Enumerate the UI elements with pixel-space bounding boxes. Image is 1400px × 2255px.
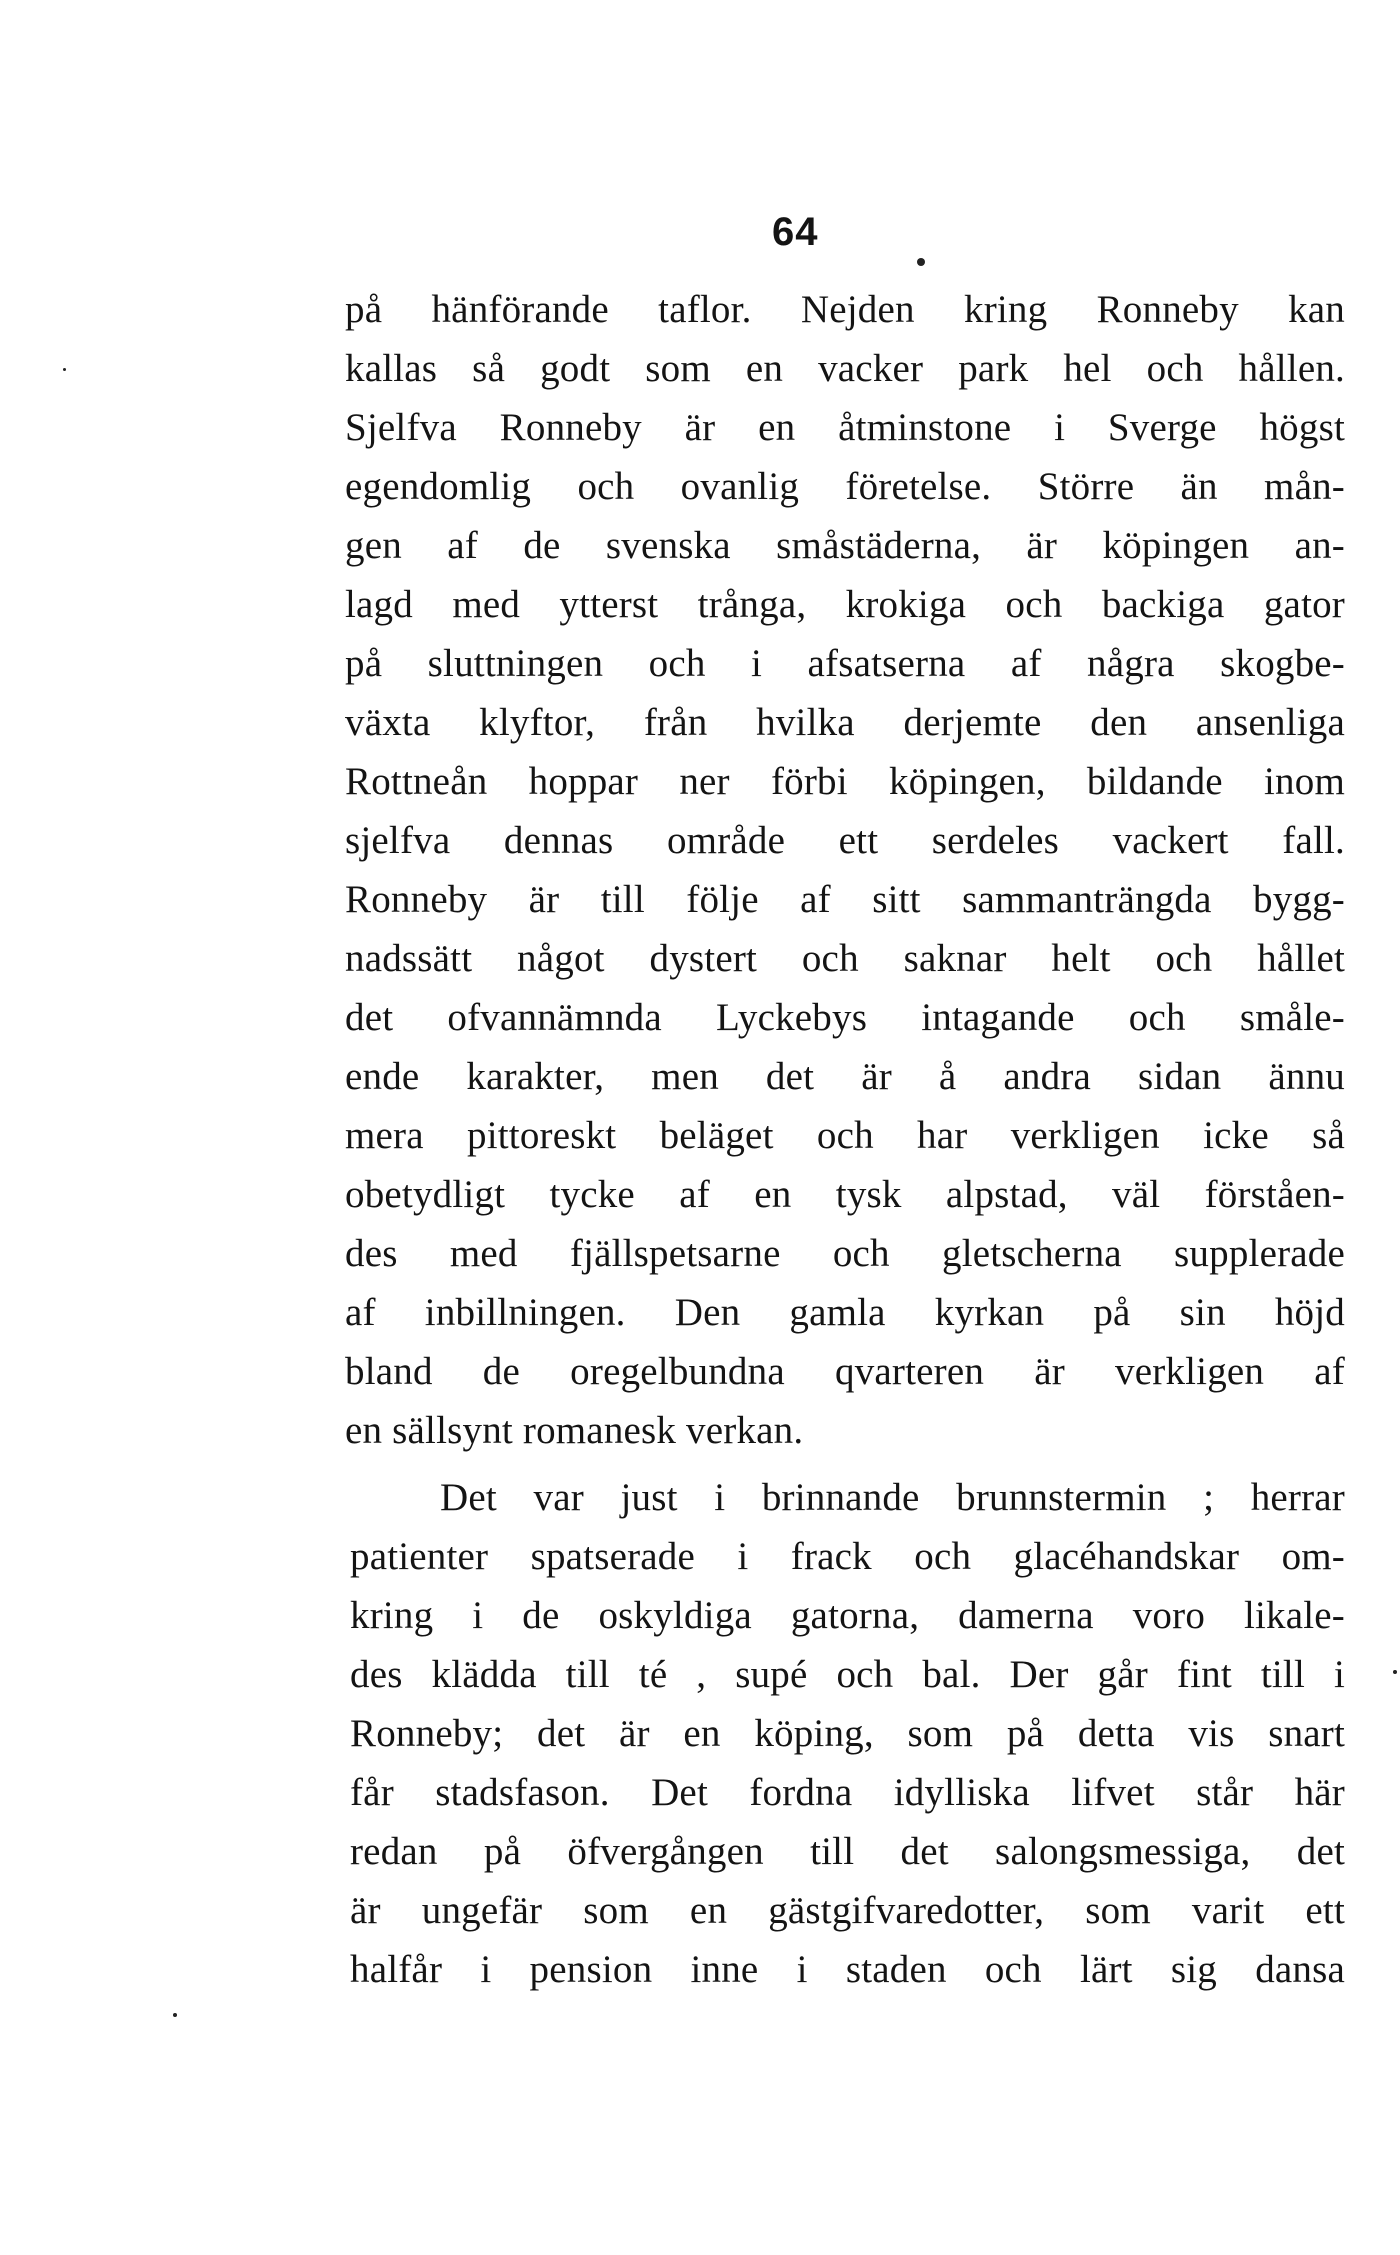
text-line: på hänförande taflor. Nejden kring Ronneby kan: [345, 288, 1345, 331]
text-line: det ofvannämnda Lyckebys intagande och småle-: [345, 996, 1345, 1039]
text-line: växta klyftor, från hvilka derjemte den ansenliga: [345, 701, 1345, 744]
text-line: bland de oregelbundna qvarteren är verkligen af: [345, 1350, 1345, 1393]
page-number: 64: [772, 210, 819, 254]
text-line: redan på öfvergången till det salongsmessiga, det: [350, 1830, 1345, 1873]
print-speck: [917, 258, 925, 266]
print-speck: [63, 368, 66, 371]
text-line: nadssätt något dystert och saknar helt och hållet: [345, 937, 1345, 980]
text-line: på sluttningen och i afsatserna af några skogbe-: [345, 642, 1345, 685]
text-line: är ungefär som en gästgifvaredotter, som varit ett: [350, 1889, 1345, 1932]
text-line: får stadsfason. Det fordna idylliska lifvet står här: [350, 1771, 1345, 1814]
text-line: patienter spatserade i frack och glacéhandskar om-: [350, 1535, 1345, 1578]
text-line: kring i de oskyldiga gatorna, damerna voro likale-: [350, 1594, 1345, 1637]
text-line: Ronneby är till följe af sitt sammanträngda bygg-: [345, 878, 1345, 921]
text-line: gen af de svenska småstäderna, är köpingen an-: [345, 524, 1345, 567]
text-line: obetydligt tycke af en tysk alpstad, väl förståen-: [345, 1173, 1345, 1216]
text-line: af inbillningen. Den gamla kyrkan på sin höjd: [345, 1291, 1345, 1334]
text-line: lagd med ytterst trånga, krokiga och backiga gator: [345, 583, 1345, 626]
text-line: des klädda till té , supé och bal. Der går fint till i: [350, 1653, 1345, 1696]
text-line: Sjelfva Ronneby är en åtminstone i Sverge högst: [345, 406, 1345, 449]
text-line: mera pittoreskt beläget och har verkligen icke så: [345, 1114, 1345, 1157]
text-line: egendomlig och ovanlig företelse. Större än mån-: [345, 465, 1345, 508]
text-line: ende karakter, men det är å andra sidan ännu: [345, 1055, 1345, 1098]
text-line: halfår i pension inne i staden och lärt sig dansa: [350, 1948, 1345, 1991]
text-line: des med fjällspetsarne och gletscherna supplerade: [345, 1232, 1345, 1275]
text-line: Rottneån hoppar ner förbi köpingen, bildande inom: [345, 760, 1345, 803]
text-line: sjelfva dennas område ett serdeles vackert fall.: [345, 819, 1345, 862]
print-speck: [1393, 1670, 1397, 1674]
text-line: Det var just i brinnande brunnstermin ; herrar: [440, 1476, 1345, 1519]
text-line: en sällsynt romanesk verkan.: [345, 1409, 804, 1452]
text-line: Ronneby; det är en köping, som på detta vis snart: [350, 1712, 1345, 1755]
text-line: kallas så godt som en vacker park hel och hållen.: [345, 347, 1345, 390]
print-speck: [173, 2013, 177, 2017]
